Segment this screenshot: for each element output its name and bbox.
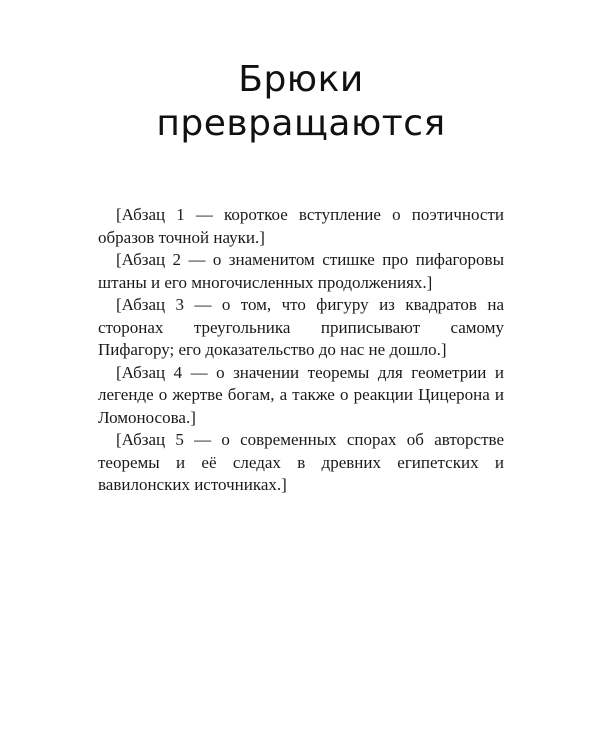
- paragraph-3: [Абзац 3 — о том, что фигуру из квадратов на сторонах треугольника приписывают самому Пифагору; его доказательство до нас не дошло.]: [98, 295, 504, 359]
- paragraph-5: [Абзац 5 — о современных спорах об авторстве теоремы и её следах в древних египетских и вавилонских источниках.]: [98, 430, 504, 494]
- paragraph-2: [Абзац 2 — о знаменитом стишке про пифагоровы штаны и его многочисленных продолжениях.]: [98, 250, 504, 292]
- paragraph-1: [Абзац 1 — короткое вступление о поэтичности образов точной науки.]: [98, 205, 504, 247]
- page-title: Брюки превращаются: [156, 59, 446, 144]
- paragraph-4: [Абзац 4 — о значении теоремы для геометрии и легенде о жертве богам, а также о реакции Цицерона и Ломоносова.]: [98, 362, 504, 427]
- body-text: [98, 204, 504, 497]
